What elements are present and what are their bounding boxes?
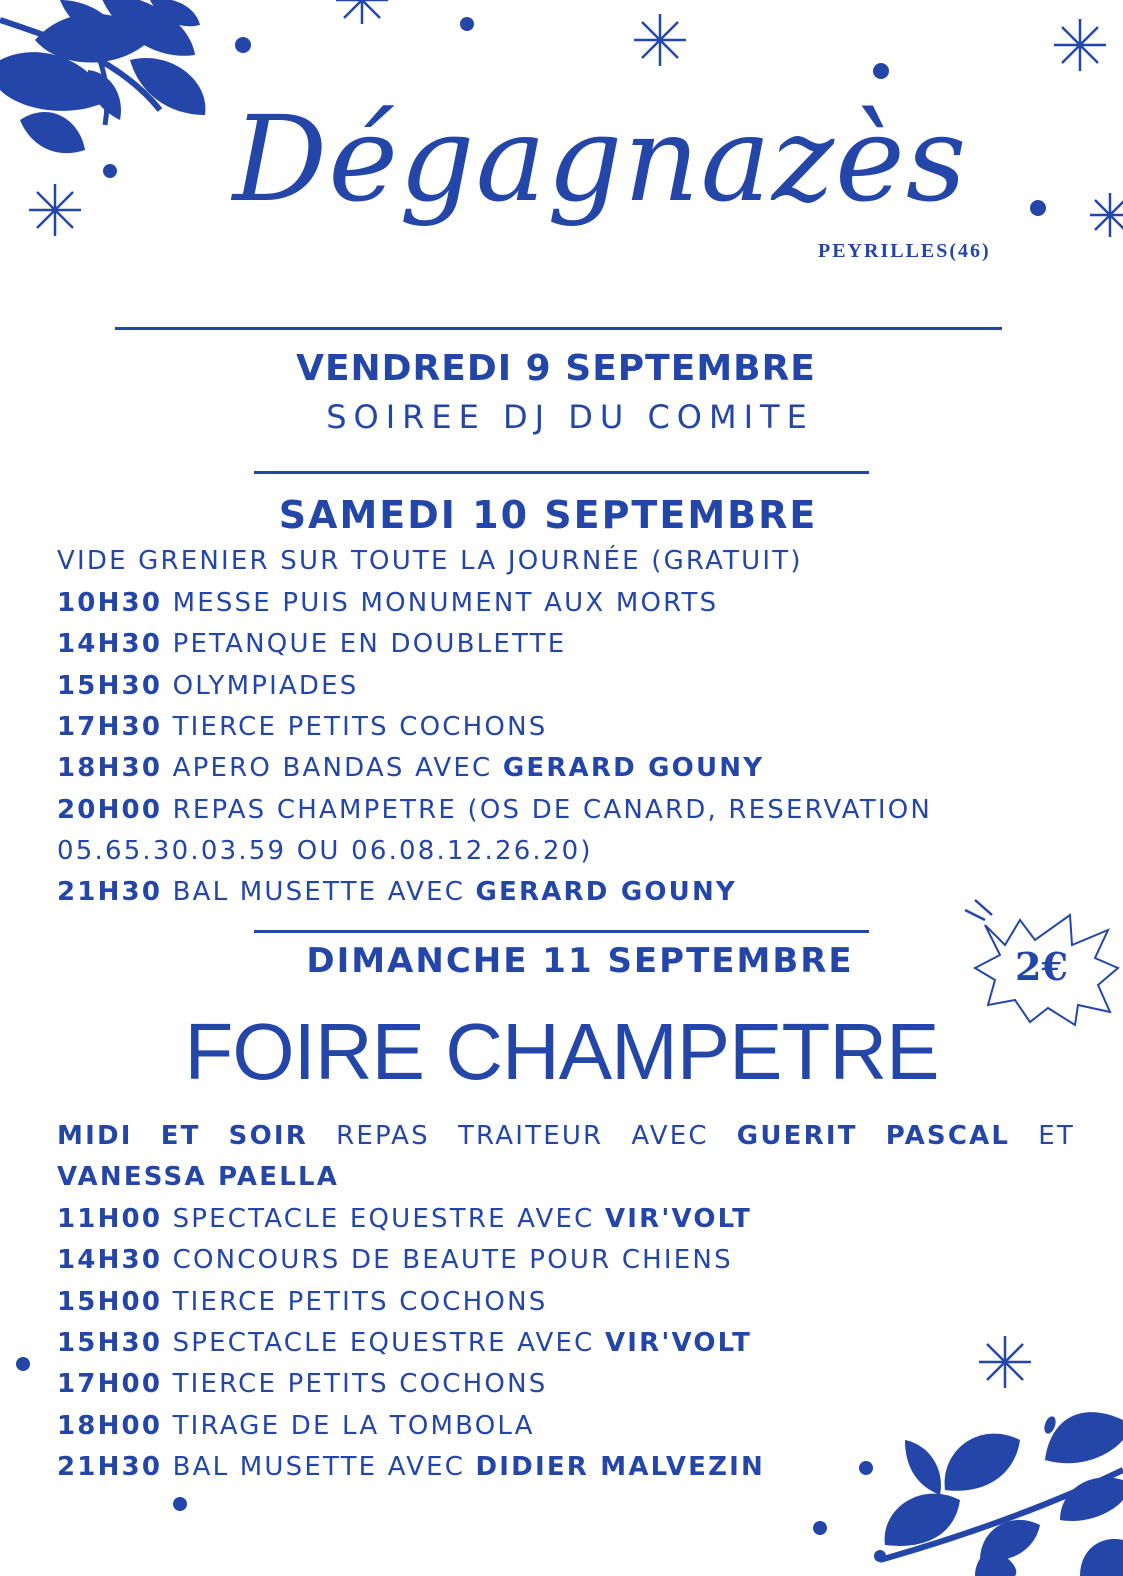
divider (254, 471, 869, 474)
page-title: Dégagnazès (232, 90, 968, 228)
schedule-text: APERO BANDAS AVEC (162, 753, 503, 784)
meal-guest: VANESSA PAELLA (57, 1162, 340, 1192)
schedule-item (57, 1287, 547, 1317)
schedule-guest: VIR'VOLT (604, 1327, 753, 1358)
meal-word: SOIR (228, 1121, 308, 1151)
meal-word: REPAS (336, 1121, 430, 1151)
sunday-heading: DIMANCHE 11 SEPTEMBRE (306, 941, 854, 981)
divider (254, 930, 869, 933)
schedule-time: 18H00 (57, 1410, 163, 1441)
saturday-heading: SAMEDI 10 SEPTEMBRE (278, 493, 818, 537)
schedule-time: 15H00 (57, 1286, 163, 1317)
meal-word: TRAITEUR (457, 1121, 604, 1151)
meal-word: ET (1038, 1121, 1075, 1151)
schedule-item (57, 1245, 733, 1275)
schedule-text: SPECTACLE EQUESTRE AVEC (162, 1327, 605, 1358)
schedule-text: PETANQUE EN DOUBLETTE (162, 629, 567, 660)
price-badge: 2€ (1015, 944, 1068, 989)
meal-word: MIDI (57, 1121, 133, 1151)
schedule-text: TIERCE PETITS COCHONS (162, 1286, 548, 1317)
schedule-time: 15H30 (57, 1327, 163, 1358)
schedule-item (57, 1369, 547, 1399)
divider (115, 327, 1002, 330)
schedule-item (57, 795, 932, 825)
sunday-meal-line-2 (57, 1162, 339, 1192)
schedule-item (57, 1452, 765, 1482)
schedule-item (57, 629, 566, 659)
friday-event: SOIREE DJ DU COMITE (326, 398, 814, 436)
schedule-time: 14H30 (57, 1245, 163, 1276)
meal-word: PASCAL (885, 1121, 1011, 1151)
schedule-text: BAL MUSETTE AVEC (162, 877, 476, 908)
schedule-time: 17H30 (57, 711, 163, 742)
schedule-time: 15H30 (57, 670, 163, 701)
meal-word: AVEC (631, 1121, 709, 1151)
schedule-guest: DIDIER MALVEZIN (475, 1451, 766, 1482)
schedule-item (57, 671, 359, 701)
leaf-cluster-bottom-right-icon (885, 1412, 1123, 1576)
schedule-time: 18H30 (57, 753, 163, 784)
schedule-text: TIERCE PETITS COCHONS (162, 711, 548, 742)
schedule-time: 11H00 (57, 1204, 163, 1234)
schedule-item (57, 1328, 752, 1358)
schedule-time: 14H30 (57, 629, 163, 660)
schedule-item (57, 877, 737, 907)
schedule-item (57, 836, 593, 866)
schedule-text: OLYMPIADES (162, 670, 359, 701)
saturday-intro: VIDE GRENIER SUR TOUTE LA JOURNÉE (GRATUIT) (57, 546, 803, 576)
schedule-time: 17H00 (57, 1369, 163, 1400)
schedule-item (57, 753, 764, 783)
schedule-item (57, 1204, 752, 1234)
schedule-time: 21H30 (57, 877, 163, 908)
meal-word: GUERIT (736, 1121, 858, 1151)
schedule-text: MESSE PUIS MONUMENT AUX MORTS (162, 588, 719, 618)
meal-word: ET (160, 1121, 201, 1151)
schedule-text: CONCOURS DE BEAUTE POUR CHIENS (162, 1245, 733, 1276)
schedule-text: REPAS CHAMPETRE (OS DE CANARD, RESERVATION (162, 794, 933, 825)
schedule-text: TIRAGE DE LA TOMBOLA (162, 1410, 535, 1441)
foire-headline: FOIRE CHAMPETRE (184, 1007, 939, 1096)
schedule-guest: VIR'VOLT (604, 1204, 753, 1234)
friday-heading: VENDREDI 9 SEPTEMBRE (296, 348, 816, 389)
schedule-time: 20H00 (57, 794, 163, 825)
schedule-guest: GERARD GOUNY (502, 753, 765, 784)
schedule-text: BAL MUSETTE AVEC (162, 1451, 476, 1482)
schedule-item (57, 712, 547, 742)
schedule-time: 10H30 (57, 588, 163, 618)
schedule-item (57, 588, 718, 618)
schedule-text: SPECTACLE EQUESTRE AVEC (162, 1204, 605, 1234)
location-label: PEYRILLES(46) (818, 240, 991, 262)
schedule-text: TIERCE PETITS COCHONS (162, 1369, 548, 1400)
sunday-meal-line (57, 1121, 1075, 1151)
schedule-guest: GERARD GOUNY (475, 877, 737, 908)
schedule-time: 21H30 (57, 1451, 163, 1482)
schedule-item (57, 1411, 535, 1441)
schedule-text: 05.65.30.03.59 OU 06.08.12.26.20) (57, 835, 593, 866)
